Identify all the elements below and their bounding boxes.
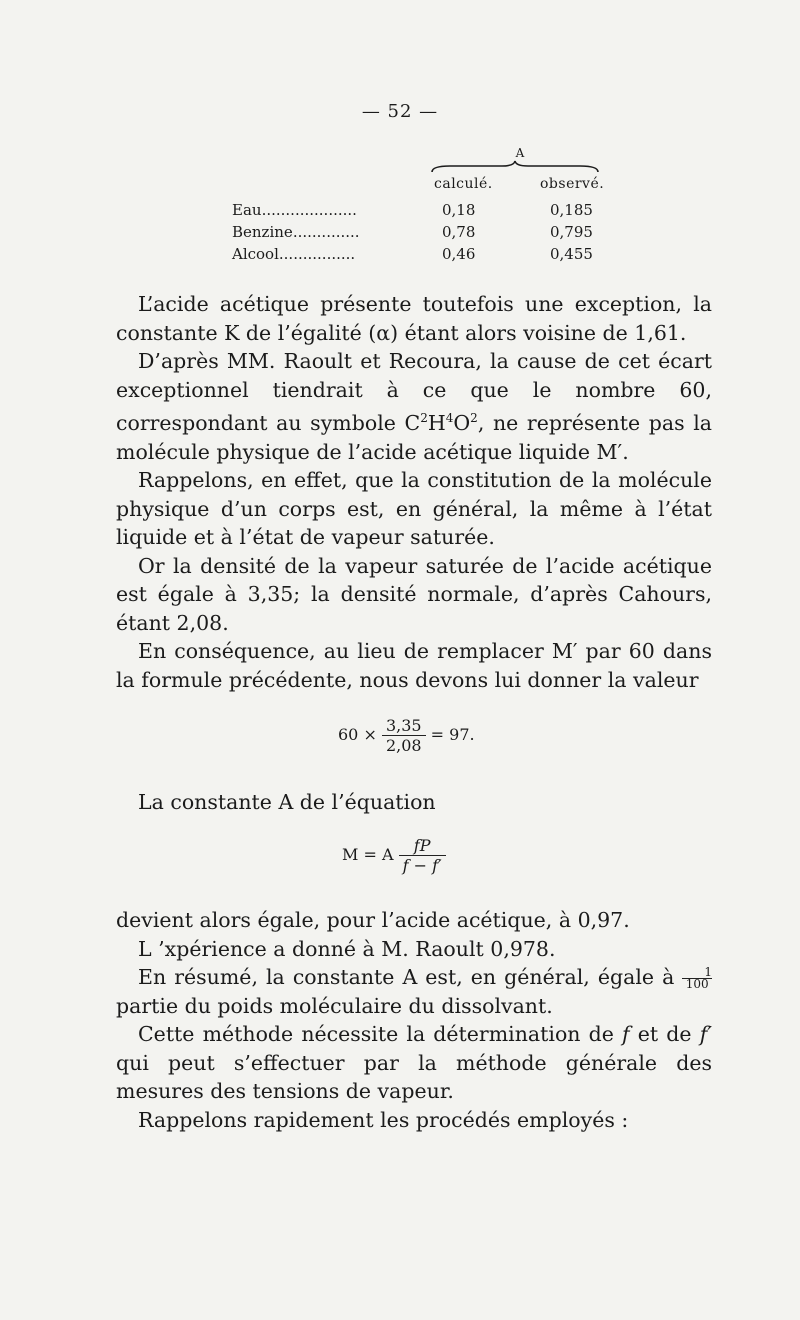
paragraph: Rappelons, en effet, que la constitution de la molécule physique d’un corps est, en général, la même à l’état liquide et à l’état de vapeur saturée.: [116, 468, 712, 549]
paragraph: D’après MM. Raoult et Recoura, la cause de cet écart exceptionnel tiendrait à ce que le nombre 60, correspondant au symbole $C^2H^4O^2$, ne représente pas la molécule physique de l’acide acétique liquide M′.: [116, 349, 712, 464]
row-label: Alcool................: [232, 245, 356, 263]
paragraph: L ’xpérience a donné à M. Raoult 0,978.: [138, 936, 556, 961]
paragraph: devient alors égale, pour l’acide acétique, à 0,97.: [116, 908, 630, 932]
row-obs: 0,185: [550, 201, 593, 219]
paragraph: Or la densité de la vapeur saturée de l’acide acétique est égale à 3,35; la densité normale, d’après Cahours, étant 2,08.: [116, 553, 712, 635]
page-number: — 52 —: [361, 101, 439, 122]
text-block-3: [116, 906, 712, 1134]
paragraph: Rappelons rapidement les procédés employés :: [138, 1107, 629, 1132]
row-calc: 0,78: [442, 223, 476, 241]
text-block-1: [116, 290, 712, 694]
paragraph: En résumé, la constante A est, en général, égale à $\frac{1}{100}$ partie du poids moléculaire du dissolvant.: [116, 965, 712, 1018]
row-label: Benzine..............: [232, 223, 360, 241]
column-header-observe: observé.: [540, 176, 605, 192]
table-row: [232, 223, 612, 243]
row-calc: 0,18: [442, 201, 476, 219]
paragraph: La constante A de l’équation: [138, 790, 436, 814]
paragraph: En conséquence, au lieu de remplacer M′ par 60 dans la formule précédente, nous devons lui donner la valeur: [116, 639, 712, 692]
table-group-header: A: [515, 146, 525, 160]
column-header-calcule: calculé.: [434, 176, 493, 192]
table-row: [232, 245, 612, 265]
paragraph: L’acide acétique présente toutefois une exception, la constante K de l’égalité (α) étant alors voisine de 1,61.: [116, 292, 712, 345]
row-obs: 0,795: [550, 223, 593, 241]
row-calc: 0,46: [442, 245, 476, 263]
row-obs: 0,455: [550, 245, 593, 263]
table-row: [232, 201, 612, 221]
formula-valeur: 60 × $\frac{3,35}{2,08}$ = 97.: [338, 716, 475, 755]
formula-equation: M = A $\frac{fP}{f - f'}$: [342, 836, 446, 875]
row-label: Eau....................: [232, 201, 357, 219]
text-block-2: [116, 788, 712, 817]
paragraph: Cette méthode nécessite la détermination de f et de f′ qui peut s’effectuer par la méthode générale des mesures des tensions de vapeur.: [116, 1022, 712, 1103]
brace-icon: [430, 160, 600, 174]
